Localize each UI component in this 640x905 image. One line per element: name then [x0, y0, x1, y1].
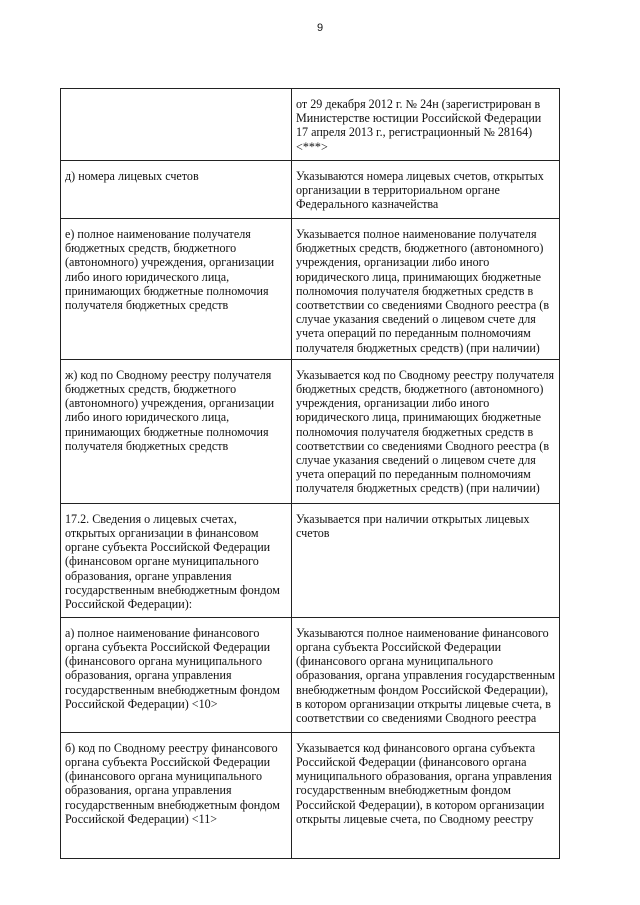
table-row — [61, 219, 560, 360]
row-description: Указывается код финансового органа субъекта Российской Федерации (финансового органа муниципального образования, органа управления государственным внебюджетным фондом Российской Федерации), в котором организации открыты лицевые счета, по Сводному реестру — [292, 732, 560, 858]
table-row — [61, 732, 560, 858]
row-label: е) полное наименование получателя бюджетных средств, бюджетного (автономного) учреждения, организации либо иного юридического лица, принимающих бюджетные полномочия получателя бюджетных средств — [61, 219, 292, 360]
row-label: ж) код по Сводному реестру получателя бюджетных средств, бюджетного (автономного) учреждения, организации либо иного юридического лица, принимающих бюджетные полномочия получателя бюджетных средств — [61, 359, 292, 503]
row-label — [61, 89, 292, 161]
page-number: 9 — [316, 22, 324, 34]
table-row — [61, 503, 560, 617]
row-label: 17.2. Сведения о лицевых счетах, открытых организации в финансовом органе субъекта Российской Федерации (финансовом органе муниципального образования, органе управления государственным внебюджетным фондом Российской Федерации): — [61, 503, 292, 617]
table-row — [61, 617, 560, 732]
row-description: Указываются номера лицевых счетов, открытых организации в территориальном органе Федерального казначейства — [292, 161, 560, 219]
row-description: Указывается код по Сводному реестру получателя бюджетных средств, бюджетного (автономного) учреждения, организации либо иного юридического лица, принимающих бюджетные полномочия получателя бюджетных средств в соответствии со сведениями Сводного реестра (в случае указания сведений о лицевом счете для учета операций по переданным полномочиям получателя бюджетных средств) (при наличии) — [292, 359, 560, 503]
table-row — [61, 161, 560, 219]
row-description: от 29 декабря 2012 г. № 24н (зарегистрирован в Министерстве юстиции Российской Федерации 17 апреля 2013 г., регистрационный № 28164) <***> — [292, 89, 560, 161]
row-label: б) код по Сводному реестру финансового органа субъекта Российской Федерации (финансового органа муниципального образования, органа управления государственным внебюджетным фондом Российской Федерации) <11> — [61, 732, 292, 858]
row-label: а) полное наименование финансового органа субъекта Российской Федерации (финансового органа муниципального образования, органа управления государственным внебюджетным фондом Российской Федерации) <10> — [61, 617, 292, 732]
row-label: д) номера лицевых счетов — [61, 161, 292, 219]
row-description: Указывается при наличии открытых лицевых счетов — [292, 503, 560, 617]
content-table — [60, 88, 560, 859]
row-description: Указывается полное наименование получателя бюджетных средств, бюджетного (автономного) учреждения, организации либо иного юридического лица, принимающих бюджетные полномочия получателя бюджетных средств в соответствии со сведениями Сводного реестра (в случае указания сведений о лицевом счете для учета операций по переданным полномочиям получателя бюджетных средств) (при наличии) — [292, 219, 560, 360]
table-row — [61, 359, 560, 503]
row-description: Указываются полное наименование финансового органа субъекта Российской Федерации (финансового органа муниципального образования, органа управления государственным внебюджетным фондом Российской Федерации), в котором организации открыты лицевые счета, в соответствии со сведениями Сводного реестра — [292, 617, 560, 732]
table-row — [61, 89, 560, 161]
